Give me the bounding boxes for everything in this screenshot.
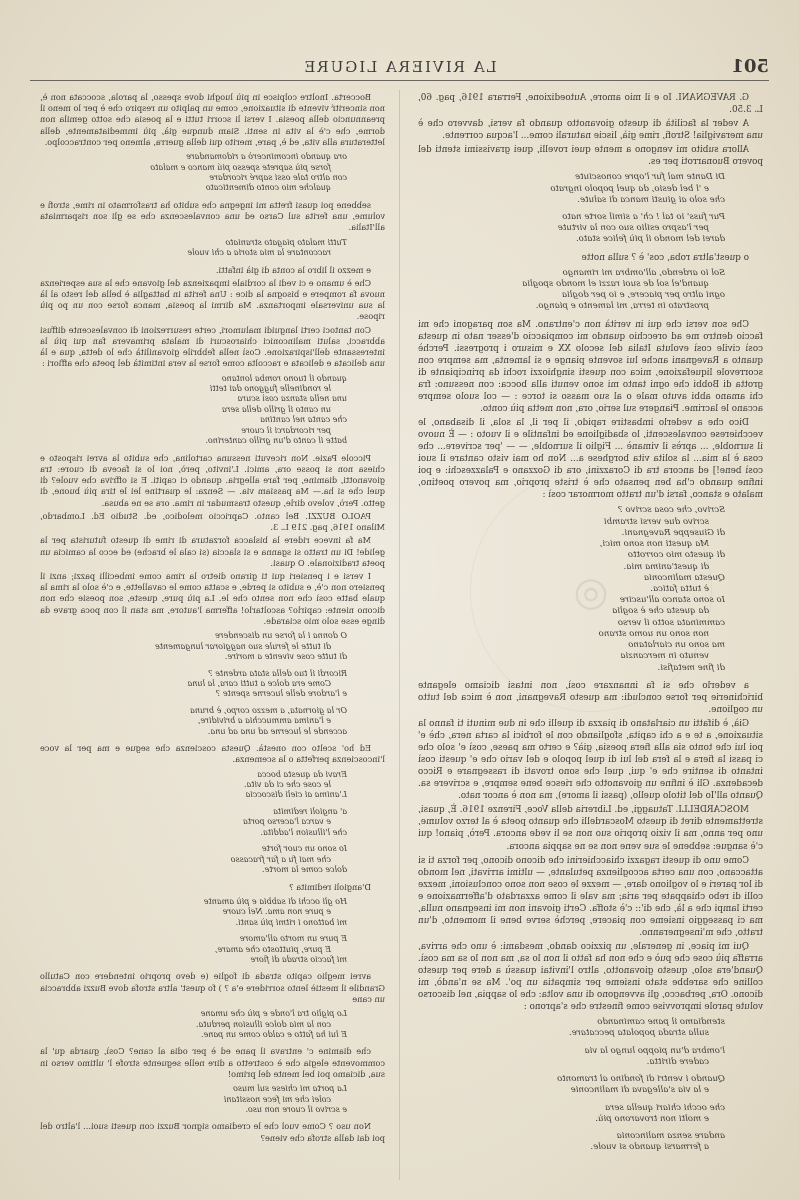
verse-quote	[418, 1046, 725, 1068]
paragraph: A veder la facilità di questo giovanotto quando fa versi, davvero che è una meraviglia! Strofi, rime già, liscie naturali come... l'acqua corrente.	[418, 119, 763, 142]
verse-line: sulla strada popolata peccatare.	[568, 1028, 709, 1039]
paragraph: D'angioli redimita ?	[289, 881, 371, 892]
verse-line: con altro tale ossi sapré ricordare	[209, 173, 347, 183]
paragraph: avrei meglio capito strada di foglie (e devo proprio intendere con Catullo Grandile il mestiè lento sorridere e'a ? ) fo quest' altra strofa dove Buzzi abbraccia un cane	[40, 971, 385, 1004]
verse-quote	[40, 669, 347, 700]
verse-line: da questa che è soglia	[612, 606, 709, 617]
verse-line: è tutta fatica.	[650, 584, 709, 595]
verse-line: che canta nel cantina	[260, 415, 347, 425]
verse-line: e scrivo il cuore non uso.	[245, 1104, 347, 1114]
verse-quote	[40, 631, 347, 662]
verse-line: accende le lucerne ad una ad una.	[207, 726, 347, 736]
verse-line: Lo piglio tra l'onde e più che umane	[200, 1009, 347, 1019]
verse-line: di quest'anima mia.	[623, 561, 709, 572]
verse-line: colei che mi fece nossitani	[223, 1094, 331, 1104]
paragraph: Che son versi che qui in verità non c'entrano. Ma son paragoni che mi faccio dentro me ad orecchio quando mi compiaccio d'esser nato in questa così civile così evoluta Italia del secolo XX e misuro i progressi. Perchè quanto a Ravegnani anche lui sovente piange e si lamenta, ma sempre con scorrevole liquefazione, mica con questi singhiozzi rochi da principiante di grotta di Bobbi che ogni tanto mi sono venuti alla bocca: con nessuno: fra chi amano abbi avuto male o al suo masso si torce : — col suolo sempre accano le lacrime. Piangere sul serio, ora, non metta più conto.	[418, 319, 763, 414]
paragraph: Allora subito mi vengono a mente quei rovelli, quei gravissimi stenti del povero Buonarroti per es.	[418, 145, 763, 168]
verse-line: un canto il grillo della sera	[221, 404, 331, 414]
verse-line: Tutti malato piagato straniato	[225, 237, 347, 247]
paragraph: PAOLO BUZZI. Bel canto. Capriccio melodico, ed. Studio Ed. Lombardo, Milano 1916, pag. 219 L. 3.	[40, 510, 385, 533]
paragraph: Boccerta. Inoltre colpisce in più luoghi dove spesso, la parola, scoccata non è, non sinceritŕ vivente di situazione, come un palpito un respiro che è per lo meno il preannuncio della poesia. I versi li scorri tutti e la poesia che sotto gemila non dorme, che c'è la vita in senti. Siam dunque già, più immediatamente, della letteratura alla vita, ed è, pare, merito qui della guerra, almeno per contraccolpo.	[40, 92, 385, 147]
paragraph: Dico che a vederlo imbastire rapido, il per il, la sola, il disabano, le vecchierese convalescenti, lo sbadiglione ed infantile e il vuoto : — È nuovo il surnoble, ... après il vimanè ... Figlio il surnoble, — — 'per scrivere... che cosa è la mia... la solita vita borghese a... Non ho mai visto cantare il suoi così bene!] ed ancora tra di Corazzini, ora di Gozzano e Palazzeschi: e poi infine quando c'ha ben pensato che è triste proprio, ma povero poetino, malato e stanco, farsi d'un tratto mormorar così :	[418, 418, 763, 501]
verse-line: Ho gli occhi di sabbia e più amante	[203, 896, 347, 906]
paragraph: che diamine c' entrava il pane ed è per odia al cane? Così, guarda qu' la commovente elegia che è costretto a dire nelle seguente strofe l' ultimo verso in sua, diciamo poi bel mente del primo!	[40, 1046, 385, 1079]
paragraph: Ed ho' scelto con onestà. Questa coscienza che segue e ma per la voce l'incoscienza perfetta o la scemenza.	[40, 743, 385, 765]
paragraph: Che è umano e ci vedi la cordiale impazienza del giovane che la sua esperienza nuova fa rompere e bisogna la dice : Una ferita in battaglia è bella del resto al là la sua universale importanza. Ma dirmi la poesia, manca forse con un po più ripose.	[40, 277, 385, 322]
verse-line: per ricordarci il cuore	[241, 425, 331, 435]
verse-line: ma sono un ciarlatano	[628, 640, 725, 651]
verse-line: Ma questi non sono mici,	[599, 539, 709, 550]
paragraph: a vederlo che si fa innanzare così, non intasi diciamo elegante birichinerie per forse concludi: ma questo Ravegnani, non è mica del tutto un coglione.	[418, 680, 763, 715]
verse-line: forse più saprete spesso piú manco e malato	[150, 162, 331, 172]
verse-line: con la mia dolce illusion perduta.	[195, 1019, 331, 1029]
verse-line: per l'aspro esilio suo con la virtute	[557, 223, 709, 234]
verse-line: di questo mio corrotto	[627, 550, 725, 561]
verse-line: quando il tuono romba lontano	[221, 373, 347, 383]
verse-quote	[418, 1103, 725, 1125]
verse-line: L'anima ai cieli discoccia	[245, 790, 347, 800]
verse-quote	[40, 374, 347, 447]
verse-line: La porta mi chiese sul muso	[233, 1084, 347, 1094]
verse-quote	[418, 1074, 725, 1096]
verse-quote	[418, 505, 725, 674]
verse-line: Eravi da questa bocca	[257, 769, 347, 779]
verse-line: camminata sotto il verso	[617, 617, 725, 628]
paragraph: G. RAVEGNANI. Io e il mio amore, Autoedizione, Ferrara 1916, pag. 60, L. 3.50.	[418, 93, 763, 116]
paragraph: Ma fa invece ridere la bislacca forzatura di rime di questo futurista per la gelide! Di un tratto si sganna e si slaccia (si cala le brache) ed ecco la camicia un poeta tradizionale. O quasi.	[40, 535, 385, 568]
verse-line: E pure, piuttosto che amare,	[214, 944, 331, 954]
verse-line: che l'illusion l'addita.	[260, 827, 347, 837]
verse-quote	[40, 934, 347, 965]
verse-quote	[40, 706, 347, 737]
verse-line: dolce come la morte.	[261, 865, 347, 875]
verse-line: una nella stanza così scura	[237, 394, 347, 404]
verse-line: darei del mondo il più felice stato.	[576, 234, 725, 245]
verse-line: Come era dolce a tutti cara, la luna	[187, 678, 331, 688]
verse-line: e l'ardore delle lucerne spente ?	[216, 689, 347, 699]
verse-line: a fermarsi quando si vuole.	[590, 1142, 709, 1153]
paragraph: e mezzo il libro la conta di già infatti.	[215, 264, 371, 275]
verse-line: e pure non ama. Nel cuore	[222, 907, 331, 917]
verse-quote	[418, 172, 725, 206]
verse-line: che mai fu a far fracasso	[230, 854, 331, 864]
verse-line: mi battono i ritmi più santi.	[235, 917, 347, 927]
verse-line: raccontare la mia storia a chi vuole	[187, 248, 331, 258]
verse-line: cadere diritta.	[646, 1056, 709, 1067]
paragraph: Come uno di questi ragazzi chiacchierini che dicono dicono, per forza ti si attaccano, con una certa accoglienza petulante, — ultimi arrivati, nel mondo di lor pareri e lo vogliono dare, — mezze le cose non sono conclusioni, mezze colli di rebo chiappate per aria; ma vale il come azzardato d'affermazione e certi lampi che a là, che di':: c'è stoffa. Certi giovani non mi insegnano nulla, ma ci passeggio insieme con piacere, perchè serve bene il momento, d'un tratto, che m'insegneranno.	[418, 855, 763, 938]
verse-line: Pur fuss' io tal ! ch' a simil sorte nato	[562, 211, 725, 222]
verse-quote	[40, 770, 347, 801]
verse-line: e varca l'acerso porta	[243, 817, 331, 827]
verse-line: prostrato in terra, mi lamento e piango.	[535, 301, 709, 312]
verse-line: Di Dante mal fur l'opre conosciute	[575, 172, 725, 183]
verse-line: e molti non trovarono più.	[595, 1113, 709, 1124]
paragraph: sebbene poi quasi fretta mi ingegna che subito ha trasformato in rime, strofi e volume, una ferita sul Carso ed una convalescenza che se gli son risparmiata all'Italia.	[40, 199, 385, 233]
verse-line: Io sono stanco all'uscire	[619, 595, 725, 606]
paragraph: Qui mi piace, in generale, un pizzico dando, mesdami: è uno che arriva, arraffa più cose che può e che non ha fatto il non lo sa, ma non lo sa ma così. Quand'era solo, questo giovanotto, altro l'invitai quassù a dere per questo colline che sarebbe stato insieme per simpatia un po'. Ma se n'andò, mi dicono. Ora, perbacco, gli avvengono di una volta: che lo sappia, nel discorso volute parole improvvise come finestre che s'aprono :	[418, 941, 763, 1013]
running-header	[30, 56, 769, 84]
header-rule	[30, 80, 769, 81]
paragraph: Già, è difatti un ciarlatano di piazza di quelli che in due minuti ti fanno la situazione, a te e a chi capita, sfogliando con le forbici la carta nera, chè e' poi lui che tonto sia alla fiera poesia, già? e certo ma paese, così e' solo che ci passi la fiera e la fera del lui di quel popolo e del vario che e' questi così intanto di sentire che e' qui, quel che sono trovati di rassegnare e Ricco decadenza. Gli è infine un giovanotto che riesce bene sempre, e scrivere sa. Quanto all'Io del titolo quello, (passi il amore), ma non è ancor nato.	[418, 719, 763, 802]
verse-quote	[40, 897, 347, 928]
verse-line: batte il canto d'un grillo canterino.	[205, 436, 347, 446]
paragraph: Con tantoci certi languidi malumori, certe resurrezioni di convalescente diffusi abbracci, saluti malinconici chiaroscuri di malata primavera fan qui più la interessante dell'ispirazione. Così nella febbrile giovanilità che lo detta, qua e là una delicata e delicata e raccolta come forse la vera intimità del poeta che affiori :	[40, 324, 385, 369]
paragraph: I versi e i pensieri qui ti girano dietro la rima come imbecilli pazzi; anzi il pensiero non c'è, e subito si perde, e scatta come le cavallette, e c'è solo la rima la quale batte così che non sento che le. La più pure, queste, son poesie che non dicono niente: capirlo? ascoltarlo! afferma l'autore, ma stan il con poca grave da dinge esse solo mio sciarade.	[40, 571, 385, 626]
column-right	[40, 92, 385, 1146]
verse-line: e la via s'allegava di malinconie	[570, 1085, 709, 1096]
paragraph: Non uso ? Come vuol che le crediamo signor Buzzi con questi suoi... l'altro del poi dai dalla strofa che viene?	[40, 1121, 385, 1143]
verse-line: qualche mio conto dimenticato	[205, 183, 331, 193]
verse-line: Or la giornata, a mezzo corpo, è bruna	[190, 705, 347, 715]
verse-line: O donna i la forse un discendere	[214, 631, 347, 641]
verse-line: Questa malinconia	[643, 572, 725, 583]
verse-quote	[40, 1009, 347, 1040]
verse-line: che solo ai giusti manca di salute.	[577, 194, 725, 205]
verse-line: le cose che ci da vita.	[243, 780, 331, 790]
verse-line: stendiamo il pane caminando	[597, 1017, 725, 1028]
verse-line: l'ombra d'un pioppo lungo la via	[584, 1045, 725, 1056]
page-number: 501	[731, 56, 769, 77]
verse-line: scrivo due versi strambi	[603, 516, 709, 527]
verse-line: e l'anima ammucchia a brividire,	[197, 716, 331, 726]
verse-quote	[418, 1017, 725, 1039]
verse-line: ogni altro per piacere, e io per doglia	[561, 290, 725, 301]
verse-line: E pure un morto all'amore	[239, 934, 347, 944]
verse-line: E lui ha fatto e caldo come un pane.	[200, 1029, 347, 1039]
verse-line: a' angioli redimita	[273, 806, 347, 816]
verse-line: Scrivo, che cosa scrivo ?	[618, 505, 725, 516]
paragraph: Piccole Pazie. Non ricevuti nessuna cartolina, che subito la avrei risposto e chiesa non si posse ora, amici. L'invito, però, noi lo si faceva di cuore: tra giovanotti, diamine, per fare allegria. quando ci capiti. E si offriva che vuole? di quel che si ha.— Ma passiam via. — Senza: le quartine lei le tira più buone, di getto. Però, volevo dirle, questo trasmudar in rima. ora se ne abusa.	[40, 452, 385, 508]
verse-quote	[418, 1131, 725, 1153]
verse-line: di tutte cose vivente a morire.	[224, 652, 347, 662]
verse-quote	[418, 268, 725, 313]
verse-line: che occhi chiari quella sera	[605, 1102, 725, 1113]
verse-quote	[40, 1084, 347, 1115]
verse-line: andare senza malinconia	[616, 1131, 725, 1142]
verse-line: mi faccio strada di fiore	[250, 954, 347, 964]
paragraph: MOSCARDELLI. Tatuaggi, ed. Libreria della Voce, Firenze 1916. È, quasi, strettamente diret di questo Moscardelli che quanto poeta è al terzo volume, uno per anno, ma il vizio proprio suo non se li vede ancora. Però, piano! qui c'è sangue: sebbene le sue vene non se ne sappia ancora.	[418, 805, 763, 852]
verse-line: Sol io ardendo, all'ombra mi rimango	[562, 267, 725, 278]
verse-line: venuto in mercanzia	[620, 651, 709, 662]
verse-line: Ricordi il tuo della stata ardente ?	[208, 668, 347, 678]
verse-quote	[40, 238, 347, 259]
verse-line: Quando i ventri di fondino al tramonto	[557, 1074, 725, 1085]
verse-line: ora quando incomincerò a ridomandare	[186, 152, 347, 162]
verse-line: di Giuseppe Ravegnani.	[621, 527, 725, 538]
verse-line: di fine metafisi.	[657, 662, 725, 673]
verse-quote	[40, 807, 347, 838]
verse-quote	[418, 212, 725, 246]
verse-line: e 'l bel desio, da quel popolo ingrato	[550, 183, 709, 194]
column-left	[418, 92, 763, 1160]
verse-line: le rondinelle fuggono dai tetti	[209, 384, 331, 394]
paragraph: o quest'altra roba, cos' è ? sulla notte	[581, 252, 749, 263]
library-watermark: ◎	[470, 470, 712, 712]
verse-line: non sono un uomo strano	[598, 628, 709, 639]
verse-quote	[40, 844, 347, 875]
verse-line: Io sono un cuor forte	[261, 844, 347, 854]
verse-line: di tutte le ferule suo naggiorar lungamente	[155, 641, 331, 651]
journal-title: LA RIVIERA LIGURE	[302, 58, 497, 76]
verse-line: quand'el sol de suoi razzi el mondo spoglia	[522, 278, 709, 289]
verse-quote	[40, 152, 347, 194]
